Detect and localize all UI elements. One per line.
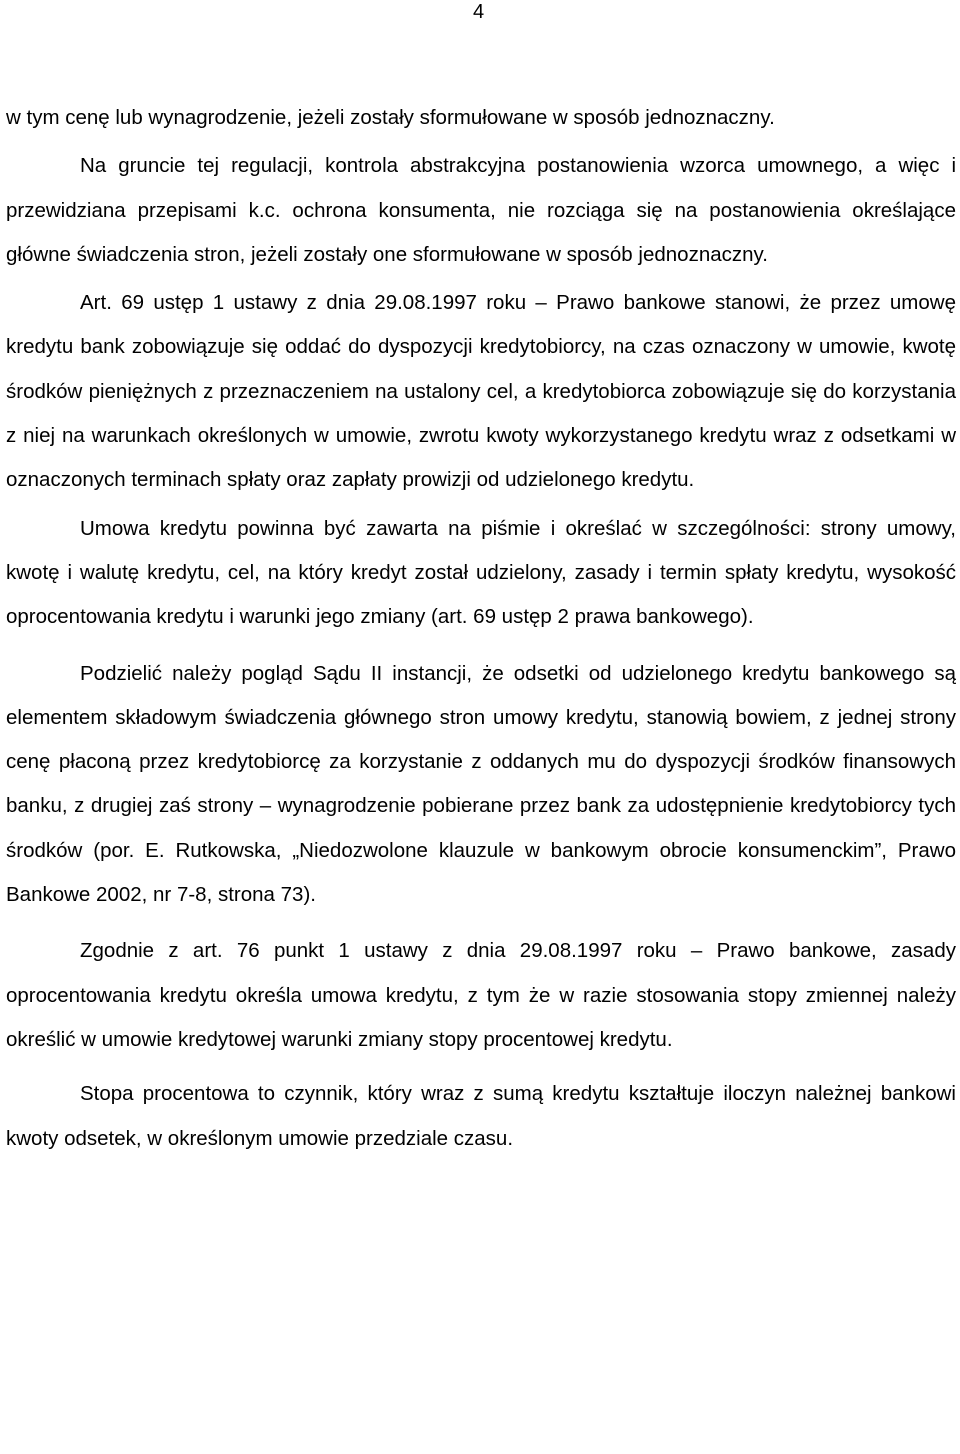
paragraph-kontrola-abstrakcyjna: Na gruncie tej regulacji, kontrola abstrakcyjna postanowienia wzorca umownego, a więc i przewidziana przepisami k.c. ochrona konsumenta, nie rozciąga się na postanowienia określające główne świadczenia stron, jeżeli zostały one sformułowane w sposób jednoznaczny. — [6, 154, 956, 266]
paragraph-continuation: w tym cenę lub wynagrodzenie, jeżeli zostały sformułowane w sposób jednoznaczny. — [6, 106, 775, 129]
paragraph-odsetki: Podzielić należy pogląd Sądu II instancji, że odsetki od udzielonego kredytu bankowego są elementem składowym świadczenia głównego stron umowy kredytu, stanowią bowiem, z jednej strony cenę płaconą przez kredytobiorcę za korzystanie z oddanych mu do dyspozycji środków finansowych banku, z drugiej zaś strony – wynagrodzenie pobierane przez bank za udostępnienie kredytobiorcy tych środków (por. E. Rutkowska, „Niedozwolone klauzule w bankowym obrocie konsumenckim”, Prawo Bankowe 2002, nr 7-8, strona 73). — [6, 661, 956, 907]
document-body — [6, 96, 956, 1161]
paragraph-stopa-procentowa: Stopa procentowa to czynnik, który wraz z sumą kredytu kształtuje iloczyn należnej bankowi kwoty odsetek, w określonym umowie przedziale czasu. — [6, 1082, 956, 1150]
paragraph-art-76: Zgodnie z art. 76 punkt 1 ustawy z dnia 29.08.1997 roku – Prawo bankowe, zasady oprocentowania kredytu określa umowa kredytu, z tym że w razie stosowania stopy zmiennej należy określić w umowie kredytowej warunki zmiany stopy procentowej kredytu. — [6, 939, 956, 1051]
paragraph-umowa-kredytu: Umowa kredytu powinna być zawarta na piśmie i określać w szczególności: strony umowy, kwotę i walutę kredytu, cel, na który kredyt został udzielony, zasady i termin spłaty kredytu, wysokość oprocentowania kredytu i warunki jego zmiany (art. 69 ustęp 2 prawa bankowego). — [6, 516, 956, 629]
page-number: 4 — [473, 1, 485, 23]
paragraph-art-69-ust-1: Art. 69 ustęp 1 ustawy z dnia 29.08.1997 roku – Prawo bankowe stanowi, że przez umowę kredytu bank zobowiązuje się oddać do dyspozycji kredytobiorcy, na czas oznaczony w umowie, kwotę środków pieniężnych z przeznaczeniem na ustalony cel, a kredytobiorca zobowiązuje się do korzystania z niej na warunkach określonych w umowie, zwrotu kwoty wykorzystanego kredytu wraz z odsetkami w oznaczonych terminach spłaty oraz zapłaty prowizji od udzielonego kredytu. — [6, 291, 956, 492]
